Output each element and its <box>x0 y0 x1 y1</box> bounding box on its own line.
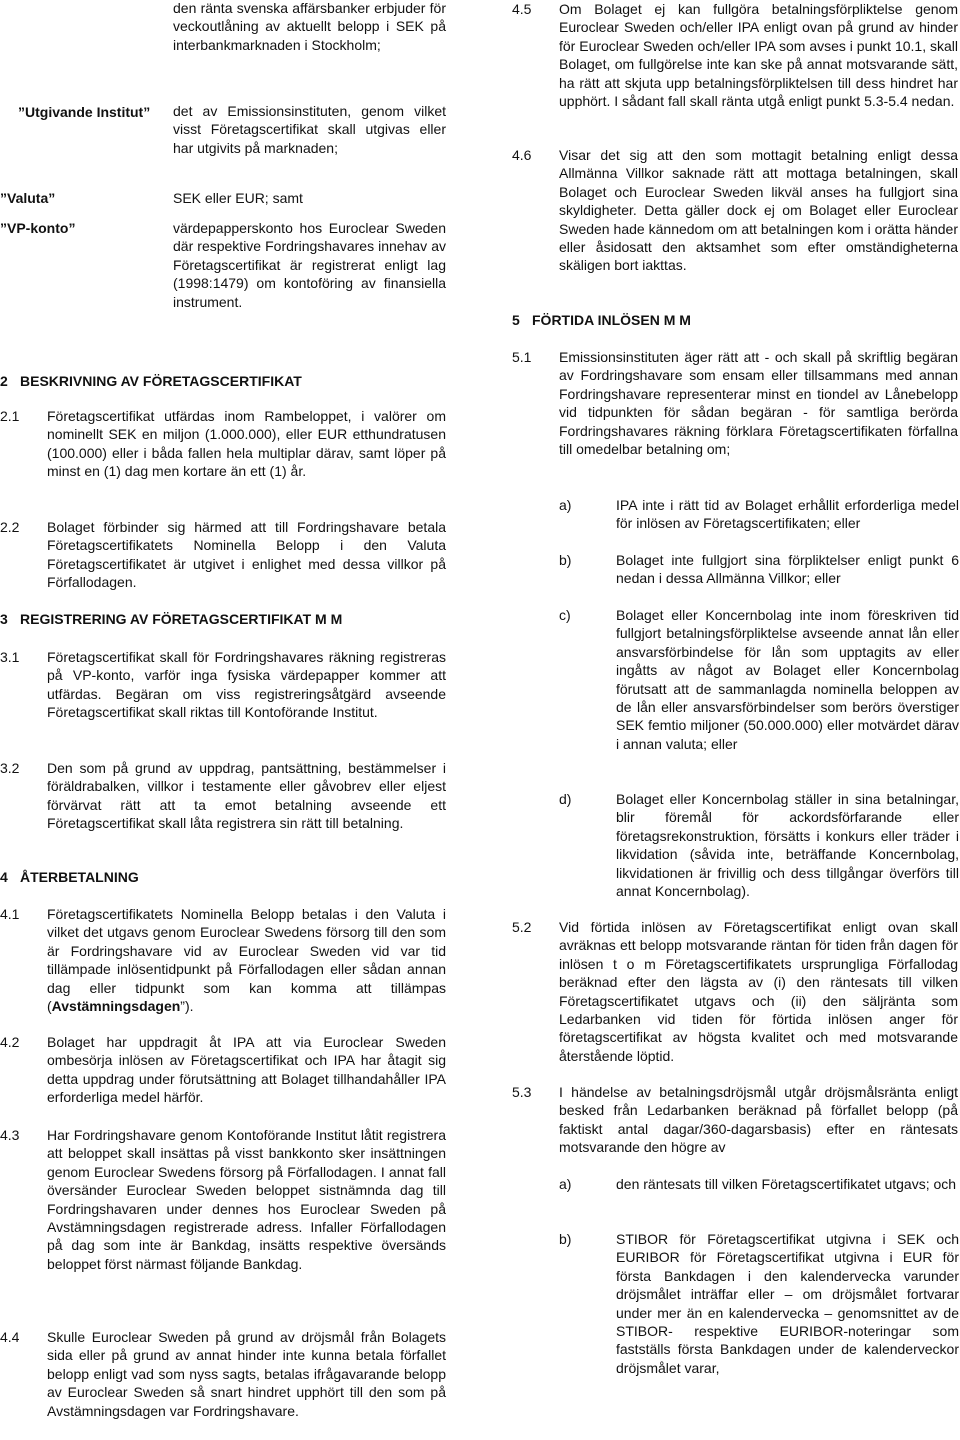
clause-5-2: 5.2 Vid förtida inlösen av Företagscertifikat enligt ovan skall avräknas ett belopp motsvarande räntan för tiden från dagen för inlösen t o m Företagscertifikatets ursprungliga Förfallodag beräknad efter den lägsta av (i) den räntesats till vilken Företagscertifikatet utgavs och (ii) den säljränta som Ledarbanken vid tiden för förtida inlösen anger för företagscertifikat av högsta kvalitet och med motsvarande återstående löptid. <box>512 919 958 1064</box>
clause-3-2: 3.2 Den som på grund av uppdrag, pantsättning, bestämmelser i föräldrabalken, villkor i testamente eller gåvobrev eller eljest förvärvat rätt att ta emot betalning avseende ett Företagscertifikat skall låta registrera sin rätt till betalning. <box>0 760 446 832</box>
section-heading-2: 2 BESKRIVNING AV FÖRETAGSCERTIFIKAT <box>0 373 302 389</box>
definition-text: värdepapperskonto hos Euroclear Sweden där respektive Fordringshavares innehav av Företagscertifikat är registrerat enligt lag (1998:1479) om kontoföring av finansiella instrument. <box>173 220 446 310</box>
clause-2-1: 2.1 Företagscertifikat utfärdas inom Rambeloppet, i valörer om nominellt SEK en miljon (1.000.000), eller EUR etthundratusen (100.000) eller i båda fallen hela multiplar därav, samt löper på minst en (1) dag men kortare än ett (1) år. <box>0 408 446 480</box>
definition-term: ”Valuta” <box>0 190 56 206</box>
clause-4-1: 4.1 Företagscertifikatets Nominella Belopp betalas i den Valuta i vilket det utgavs genom Euroclear Swedens försorg till den som är Fordringshavare vid av Euroclear Sweden vid var tid tillämpade inlösentidpunkt på Förfallodagen eller sådan annan dag eller tidpunkt som kan komma att tillämpas (Avstämningsdagen”). <box>0 906 446 1015</box>
section-heading-5: 5 FÖRTIDA INLÖSEN M M <box>512 312 691 328</box>
clause-2-2: 2.2 Bolaget förbinder sig härmed att till Fordringshavare betala Företagscertifikatets Nominella Belopp i den Valuta Företagscertifikatet är utgivet i enlighet med dessa villkor på Förfallodagen. <box>0 519 446 591</box>
definition-text: det av Emissionsinstituten, genom vilket visst Företagscertifikat skall utgivas eller har utgivits på marknaden; <box>173 103 446 156</box>
clause-4-5: 4.5 Om Bolaget ej kan fullgöra betalningsförpliktelse genom Euroclear Sweden och/eller IPA enligt ovan på grund av hinder för Euroclear Sweden och/eller IPA som avses i punkt 10.1, skall Bolaget, om fullgörelse inte kan ske på annat motsvarande sätt, ha rätt att skjuta upp betalningsförpliktelsen till dess hindret har upphört. I sådant fall skall ränta utgå enligt punkt 5.3-5.4 nedan. <box>512 1 958 110</box>
definition-term: ”Utgivande Institut” <box>18 104 151 120</box>
clause-5-1: 5.1 Emissionsinstituten äger rätt att - och skall på skriftlig begäran av Fordringshavare som ensam eller tillsammans med annan Fordringshavare representerar minst en tiondel av Lånebelopp vid tidpunkten för sådan begäran - för samtliga berörda Fordringshavares räkning förklara Företagscertifikaten förfallna till omedelbar betalning om; <box>512 349 958 458</box>
definition-text: den ränta svenska affärsbanker erbjuder för veckoutlåning av aktuellt belopp i SEK på interbankmarknaden i Stockholm; <box>173 0 446 53</box>
definition-term: ”VP-konto” <box>0 220 76 236</box>
clause-4-2: 4.2 Bolaget har uppdragit åt IPA att via Euroclear Sweden ombesörja inlösen av Företagscertifikat och IPA har åtagit sig detta uppdrag under förutsättning att Bolaget tillhandahåller IPA erforderliga medel härför. <box>0 1034 446 1106</box>
clause-4-4: 4.4 Skulle Euroclear Sweden på grund av dröjsmål från Bolagets sida eller på grund av annat hinder inte kunna betala förfallet belopp enligt vad som nyss sagts, betalas ifrågavarande belopp av Euroclear Sweden så snart hindret upphört till den som på Avstämningsdagen var Fordringshavare. <box>0 1329 446 1419</box>
clause-5-3: 5.3 I händelse av betalningsdröjsmål utgår dröjsmålsränta enligt besked från Ledarbanken beräknad på förfallet belopp (på faktiskt antal dagar/360-dagarsbasis) efter en räntesats motsvarande den högre av <box>512 1084 958 1156</box>
list-item: a) den räntesats till vilken Företagscertifikatet utgavs; och <box>559 1176 957 1192</box>
section-heading-3: 3 REGISTRERING AV FÖRETAGSCERTIFIKAT M M <box>0 611 343 627</box>
list-item: b) Bolaget inte fullgjort sina förpliktelser enligt punkt 6 nedan i dessa Allmänna Villkor; eller <box>559 552 959 587</box>
section-heading-4: 4 ÅTERBETALNING <box>0 869 139 885</box>
definition-text: SEK eller EUR; samt <box>173 190 303 206</box>
list-item: c) Bolaget eller Koncernbolag inte inom föreskriven tid fullgjort betalningsförpliktelse avseende annat lån eller ansvarsförbindelse för lån som upptagits av eller ingåtts av något av Bolaget eller Koncernbolag förutsatt att de sammanlagda nominella beloppen av de lån eller ansvarsförbindelser som berörs överstiger SEK femtio miljoner (50.000.000) eller motvärdet därav i annan valuta; eller <box>559 607 959 752</box>
list-item: a) IPA inte i rätt tid av Bolaget erhållit erforderliga medel för inlösen av Företagscertifikaten; eller <box>559 497 959 532</box>
list-item: d) Bolaget eller Koncernbolag ställer in sina betalningar, blir föremål för ackordsförfarande eller företagsrekonstruktion, försätts i konkurs eller träder i likvidation (såvida inte, beträffande Koncernbolag, likvidationen är frivillig och dess tillgångar överförs till annat Koncernbolag). <box>559 791 959 900</box>
defined-term: Avstämningsdagen <box>51 998 181 1015</box>
clause-3-1: 3.1 Företagscertifikat skall för Fordringshavares räkning registreras på VP-konto, varför inga fysiska värdepapper kommer att utfärdas. Begäran om viss registreringsåtgärd avseende Företagscertifikat skall riktas till Kontoförande Institut. <box>0 649 446 721</box>
list-item: b) STIBOR för Företagscertifikat utgivna i SEK och EURIBOR för Företagscertifikat utgivna i EUR för första Bankdagen i den kalendervecka varunder dröjsmålet inträffar eller – om dröjsmålet fortvarar under mer än en kalendervecka – genomsnittet av de STIBOR- respektive EURIBOR-noteringar som fastställs första Bankdagen under de kalenderveckor dröjsmålet varar, <box>559 1231 959 1376</box>
clause-4-6: 4.6 Visar det sig att den som mottagit betalning enligt dessa Allmänna Villkor saknade rätt att mottaga betalningen, skall Bolaget och Euroclear Sweden likväl anses ha fullgjort sina skyldigheter. Detta gäller dock ej om Bolaget eller Euroclear Sweden hade kännedom om att betalningen kom i orätta händer eller åsidosatt den aktsamhet som efter omständigheterna skäligen bort iakttas. <box>512 147 958 274</box>
clause-4-3: 4.3 Har Fordringshavare genom Kontoförande Institut låtit registrera att beloppet skall insättas på visst bankkonto sker insättningen genom Euroclear Swedens försorg på Förfallodagen. I annat fall översänder Euroclear Sweden beloppet sistnämnda dag till Fordringshavaren under dennes hos Euroclear Sweden på Avstämningsdagen registrerade adress. Infaller Förfallodagen på dag som inte är Bankdag, insätts respektive översänds beloppet först närmast följande Bankdag. <box>0 1127 446 1272</box>
